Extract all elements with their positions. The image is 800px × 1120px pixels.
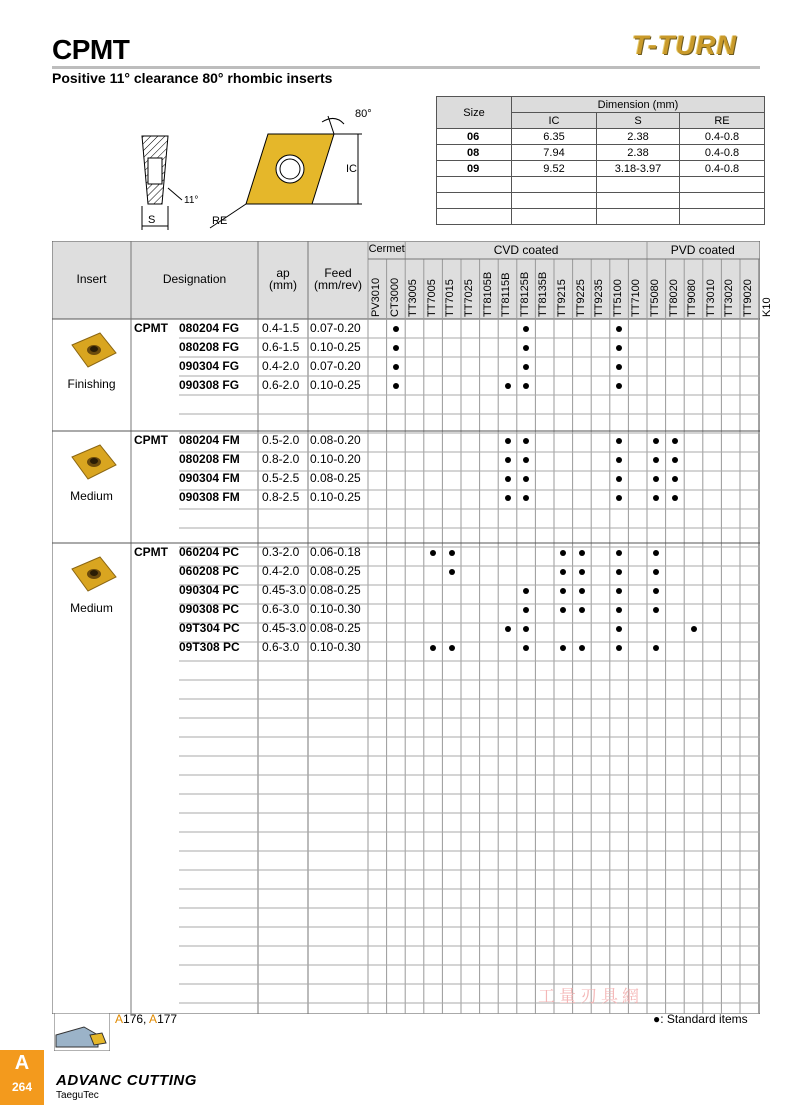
designation-code: 090304 FG — [179, 359, 240, 373]
standard-item-dot — [505, 626, 511, 632]
designation-prefix: CPMT — [134, 321, 168, 335]
standard-item-dot — [672, 476, 678, 482]
standard-item-dot — [505, 457, 511, 463]
standard-item-dot — [505, 383, 511, 389]
grade-label: TT9215 — [556, 279, 568, 317]
page-title: CPMT — [52, 34, 130, 65]
standard-item-dot — [393, 364, 399, 370]
grade-label: TT9225 — [574, 279, 587, 317]
designation-code: 090304 PC — [179, 583, 240, 597]
feed-value: 0.10-0.30 — [310, 640, 361, 654]
re-cell: 0.4-0.8 — [680, 161, 765, 177]
grade-label: TT8020 — [667, 279, 680, 317]
feed-value: 0.08-0.25 — [310, 471, 361, 485]
feed-value: 0.10-0.25 — [310, 490, 361, 504]
insert-grade-table — [52, 241, 773, 1014]
ap-value: 0.45-3.0 — [262, 583, 307, 597]
brand-logo: T-TURN — [632, 30, 737, 60]
ic-cell: 9.52 — [512, 161, 597, 177]
standard-item-dot — [579, 550, 585, 556]
ap-value: 0.6-3.0 — [262, 640, 300, 654]
standard-item-dot — [449, 550, 455, 556]
feed-value: 0.10-0.30 — [310, 602, 361, 616]
insert-icon — [62, 439, 122, 489]
ap-value: 0.45-3.0 — [262, 621, 307, 635]
grade-label: TT7100 — [630, 279, 643, 317]
ap-value: 0.8-2.5 — [262, 490, 300, 504]
insert-type-label: Medium — [70, 601, 113, 615]
designation-code: 080204 FM — [179, 433, 240, 447]
standard-item-dot — [449, 569, 455, 575]
insert-type-label: Finishing — [67, 377, 116, 391]
size-row — [437, 145, 765, 161]
feed-value: 0.08-0.25 — [310, 564, 361, 578]
designation-code: 060208 PC — [179, 564, 240, 578]
grade-label: TT3020 — [723, 279, 736, 317]
ap-value: 0.4-2.0 — [262, 564, 300, 578]
insert-technical-drawing — [130, 100, 380, 240]
size-row — [437, 161, 765, 177]
ap-value: 0.5-2.0 — [262, 433, 300, 447]
header-insert: Insert — [76, 272, 107, 286]
ic-label: IC — [346, 163, 357, 175]
re-label: RE — [212, 215, 228, 227]
s-cell: 2.38 — [597, 129, 680, 145]
grade-label: TT7025 — [463, 279, 475, 317]
s-label: S — [148, 214, 156, 226]
header-group-cermet: Cermet — [368, 243, 405, 255]
standard-item-dot — [579, 569, 585, 575]
ap-value: 0.3-2.0 — [262, 545, 300, 559]
size-cell: 06 — [437, 129, 512, 145]
feed-value: 0.08-0.20 — [310, 433, 361, 447]
col-ic: IC — [512, 113, 597, 129]
designation-code: 090304 FM — [179, 471, 240, 485]
standard-item-dot — [579, 588, 585, 594]
ap-value: 0.4-2.0 — [262, 359, 300, 373]
grade-label: TT3005 — [407, 279, 420, 317]
brand-name: ADVANC CUTTING — [56, 1072, 197, 1089]
grade-label: TT3010 — [704, 279, 717, 317]
designation-code: 080208 FG — [179, 340, 240, 354]
ic-cell: 7.94 — [512, 145, 597, 161]
designation-code: 080204 FG — [179, 321, 240, 335]
s-cell: 2.38 — [597, 145, 680, 161]
grade-label: CT3000 — [388, 277, 401, 317]
grade-label: TT5100 — [611, 279, 624, 317]
re-cell: 0.4-0.8 — [680, 129, 765, 145]
size-row — [437, 129, 765, 145]
feed-value: 0.07-0.20 — [310, 359, 361, 373]
size-cell: 09 — [437, 161, 512, 177]
insert-type-label: Medium — [70, 489, 113, 503]
grade-label: K10 — [760, 297, 773, 317]
designation-code: 09T308 PC — [179, 640, 240, 654]
ap-value: 0.4-1.5 — [262, 321, 300, 335]
s-cell: 3.18-3.97 — [597, 161, 680, 177]
grade-label: TT9235 — [593, 279, 606, 317]
feed-value: 0.10-0.25 — [310, 340, 361, 354]
ic-cell: 6.35 — [512, 129, 597, 145]
title-rule — [52, 66, 760, 69]
designation-code: 090308 FM — [179, 490, 240, 504]
header-group-pvd: PVD coated — [670, 243, 735, 257]
dimension-header: Dimension (mm) — [512, 97, 765, 113]
angle-label: 80° — [355, 108, 372, 120]
grade-label: TT9080 — [686, 279, 699, 317]
col-s: S — [597, 113, 680, 129]
side-view-hole — [148, 158, 162, 184]
designation-code: 090308 PC — [179, 602, 240, 616]
header-designation: Designation — [162, 272, 227, 286]
ap-value: 0.5-2.5 — [262, 471, 300, 485]
watermark: 工量刃具網 — [538, 987, 643, 1006]
feed-value: 0.07-0.20 — [310, 321, 361, 335]
feed-value: 0.10-0.25 — [310, 378, 361, 392]
standard-item-dot — [579, 607, 585, 613]
grade-label: TT9020 — [742, 279, 754, 317]
grade-label: TT7015 — [444, 279, 457, 317]
grade-label: TT8135B — [537, 271, 550, 317]
header-ap-unit: (mm) — [269, 278, 297, 292]
standard-item-dot — [691, 626, 697, 632]
size-table — [436, 96, 765, 225]
grade-label: TT7005 — [425, 279, 438, 317]
insert-icon — [62, 327, 122, 377]
standard-item-dot — [505, 438, 511, 444]
size-cell: 08 — [437, 145, 512, 161]
page-number: 264 — [11, 1080, 33, 1094]
feed-value: 0.06-0.18 — [310, 545, 361, 559]
feed-value: 0.08-0.25 — [310, 621, 361, 635]
feed-value: 0.08-0.25 — [310, 583, 361, 597]
header-feed-unit: (mm/rev) — [314, 278, 362, 292]
header-group-cvd: CVD coated — [493, 243, 559, 257]
ap-value: 0.6-2.0 — [262, 378, 300, 392]
brand-subtitle: TaeguTec — [56, 1090, 99, 1101]
designation-code: 090308 FG — [179, 378, 240, 392]
designation-prefix: CPMT — [134, 433, 168, 447]
grade-label: TT8105B — [481, 271, 494, 317]
standard-item-dot — [672, 495, 678, 501]
standard-item-dot — [579, 645, 585, 651]
standard-item-dot — [393, 326, 399, 332]
designation-code: 09T304 PC — [179, 621, 240, 635]
toolholder-icon — [54, 1013, 110, 1051]
reference-pages: A176, A177 — [115, 1012, 178, 1026]
standard-item-dot — [505, 476, 511, 482]
ap-value: 0.6-3.0 — [262, 602, 300, 616]
col-re: RE — [680, 113, 765, 129]
ap-value: 0.6-1.5 — [262, 340, 300, 354]
page-subtitle: Positive 11° clearance 80° rhombic inserts — [52, 70, 333, 86]
standard-item-dot — [505, 495, 511, 501]
insert-icon — [62, 551, 122, 601]
designation-code: 080208 FM — [179, 452, 240, 466]
section-letter: A — [14, 1052, 30, 1074]
standard-item-dot — [449, 645, 455, 651]
standard-item-dot — [393, 345, 399, 351]
standard-item-dot — [672, 438, 678, 444]
header-ap: ap — [276, 266, 290, 280]
header-feed: Feed — [324, 266, 352, 280]
size-header: Size — [437, 97, 512, 129]
legend-standard-items: ●: Standard items — [653, 1012, 748, 1026]
ap-value: 0.8-2.0 — [262, 452, 300, 466]
re-cell: 0.4-0.8 — [680, 145, 765, 161]
designation-prefix: CPMT — [134, 545, 168, 559]
grade-label: TT5080 — [649, 279, 661, 317]
standard-item-dot — [672, 457, 678, 463]
grade-label: PV3010 — [370, 277, 382, 317]
feed-value: 0.10-0.20 — [310, 452, 361, 466]
table-grid-lines — [52, 241, 760, 1014]
designation-code: 060204 PC — [179, 545, 240, 559]
grade-label: TT8125B — [518, 271, 531, 317]
grade-label: TT8115B — [500, 272, 513, 317]
standard-item-dot — [393, 383, 399, 389]
clearance-label: 11° — [184, 195, 199, 206]
